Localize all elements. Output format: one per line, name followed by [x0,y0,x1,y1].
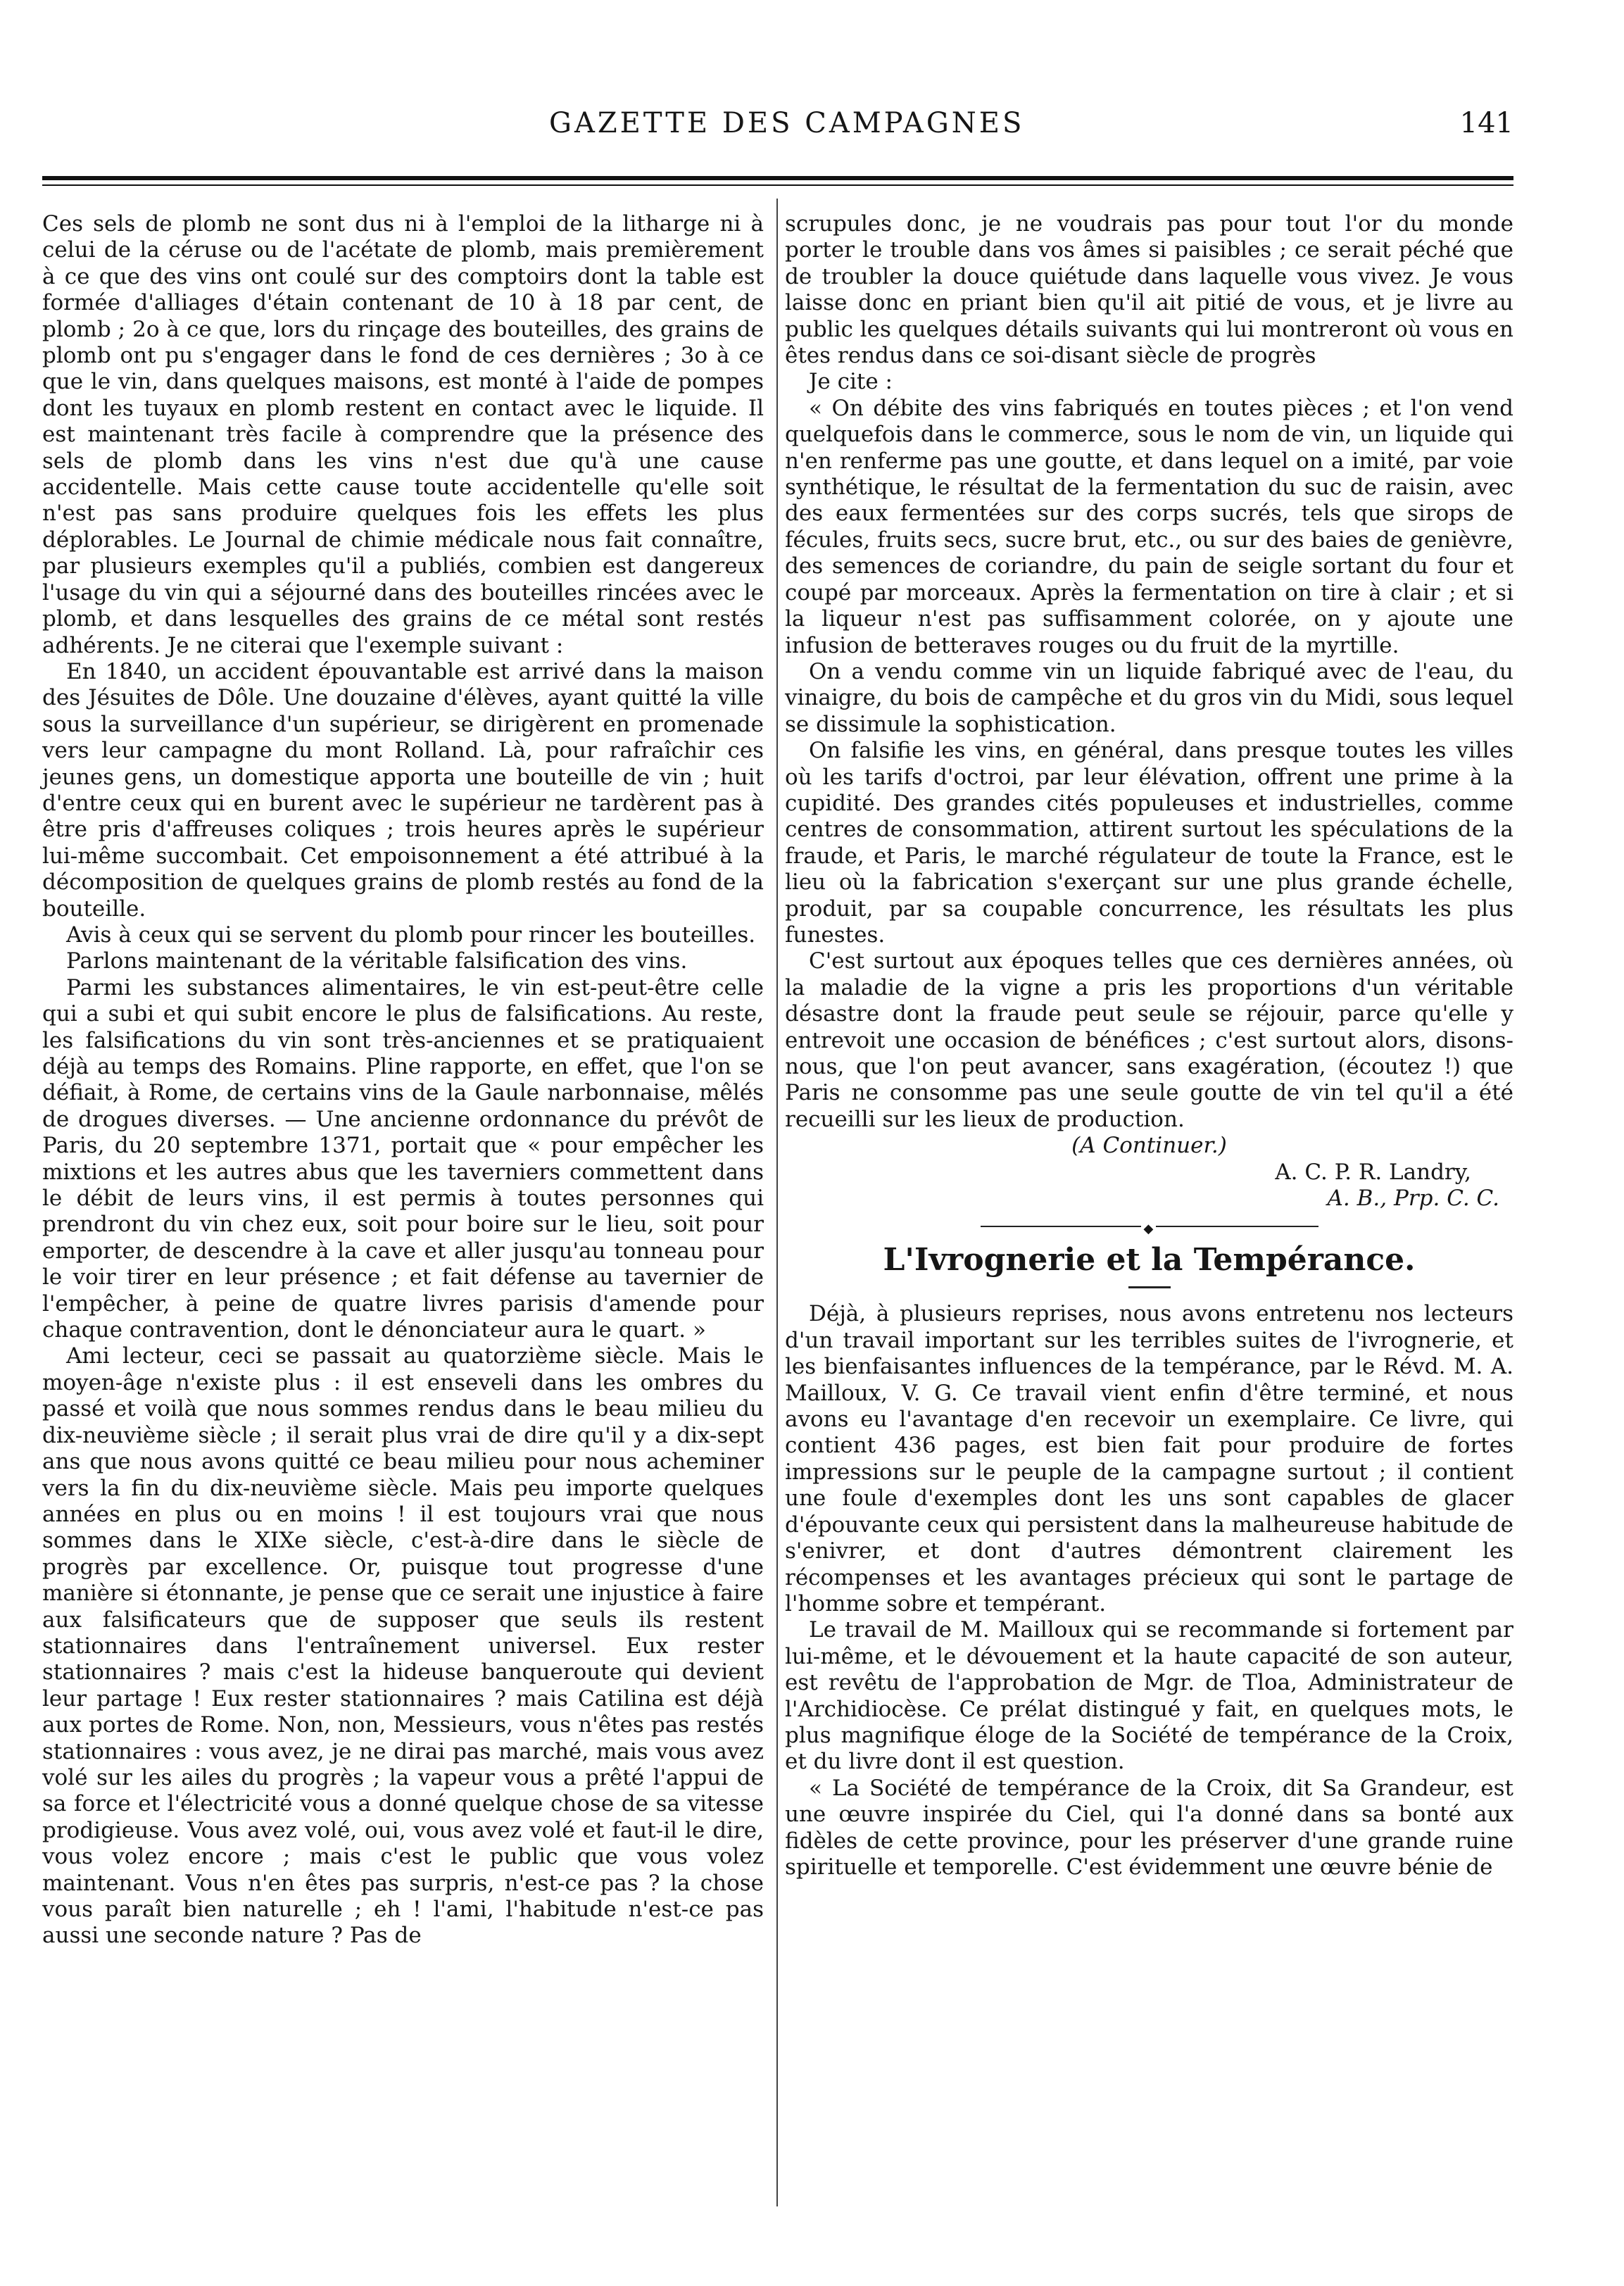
paragraph: En 1840, un accident épouvantable est arrivé dans la maison des Jésuites de Dôle. Une douzaine d'élèves, ayant quitté la ville sous la surveillance d'un supérieur, se dirigèrent en promenade vers leur campagne du mont Rolland. Là, pour rafraîchir ces jeunes gens, un domestique apporta une bouteille de vin ; huit d'entre ceux qui en burent avec le supérieur ne tardèrent pas à être pris d'affreuses coliques ; trois heures après le supérieur lui-même succombait. Cet empoisonnement a été attribué à la décomposition de quelques grains de plomb restés au fond de la bouteille. [42,658,764,922]
title-dash [1128,1286,1171,1288]
ornamental-divider [981,1226,1318,1227]
paragraph: On a vendu comme vin un liquide fabriqué avec de l'eau, du vinaigre, du bois de campêche et du gros vin du Midi, sous lequel se dissimule la sophistication. [785,658,1513,737]
paragraph: C'est surtout aux époques telles que ces dernières années, où la maladie de la vigne a pris les proportions d'un véritable désastre dont la fraude peut seule se réjouir, parce qu'elle y entrevoit une occasion de bénéfices ; c'est surtout alors, disons-nous, que l'on peut avancer, sans exagération, (écoutez !) que Paris ne consomme pas une seule goutte de vin tel qu'il a été recueilli sur les lieux de production. [785,948,1513,1132]
continuation-note: (A Continuer.) [1071,1133,1227,1159]
paragraph: On falsifie les vins, en général, dans presque toutes les villes où les tarifs d'octroi, par leur élévation, offrent une prime à la cupidité. Des grandes cités populeuses et industrielles, comme centres de consommation, attirent surtout les spéculations de la fraude, et Paris, le marché régulateur de toute la France, est le lieu où la fabrication s'exerçant sur une plus grande échelle, produit, par sa coupable concurrence, les résultats les plus funestes. [785,738,1513,948]
paragraph: Je cite : [809,369,893,395]
paragraph: Parlons maintenant de la véritable falsification des vins. [66,948,688,974]
header-rule-thin [42,184,1513,186]
signature-rank: A. B., Prp. C. C. [1327,1186,1499,1212]
paragraph: « On débite des vins fabriqués en toutes pièces ; et l'on vend quelquefois dans le commerce, sous le nom de vin, un liquide qui n'en renferme pas une goutte, et dans lequel on a imité, par voie synthétique, le résultat de la fermentation du suc de raisin, avec des eaux fermentées sur des corps sucrés, tels que sirops de fécules, fruits secs, sucre brut, etc., ou sur des baies de genièvre, des semences de coriandre, du pain de seigle sortant du four et coupé par morceaux. Après la fermentation on tire à clair ; et si la liqueur n'est pas suffisamment colorée, on y ajoute une infusion de betteraves rouges ou du fruit de la myrtille. [785,395,1513,658]
signature-name: A. C. P. R. Landry, [1275,1159,1471,1185]
page-header [42,107,1513,156]
column-divider [776,199,778,2206]
left-column [42,211,764,1949]
right-column [785,211,1513,1880]
paragraph: « La Société de tempérance de la Croix, dit Sa Grandeur, est une œuvre inspirée du Ciel, qui l'a donné dans sa bonté aux fidèles de cette province, pour les préserver d'une grande ruine spirituelle et temporelle. C'est évidemment une œuvre bénie de [785,1775,1513,1880]
paragraph: Parmi les substances alimentaires, le vin est-peut-être celle qui a subi et qui subit encore le plus de falsifications. Au reste, les falsifications du vin sont très-anciennes et se pratiquaient déjà au temps des Romains. Pline rapporte, en effet, que l'on se défiait, à Rome, de certains vins de la Gaule narbonnaise, mêlés de drogues diverses. — Une ancienne ordonnance du prévôt de Paris, du 20 septembre 1371, portait que « pour empêcher les mixtions et les autres abus que les taverniers commettent dans le débit de leurs vins, il est permis à toutes personnes qui prendront du vin chez eux, soit pour boire sur le lieu, soit pour emporter, de descendre à la cave et aller jusqu'au tonneau pour le voir tirer en leur présence ; et fait défense au tavernier de l'empêcher, à peine de quatre livres parisis d'amende pour chaque contravention, dont le dénonciateur aura le quart. » [42,974,764,1343]
section-title: L'Ivrognerie et la Tempérance. [883,1242,1416,1279]
paragraph: Ces sels de plomb ne sont dus ni à l'emploi de la litharge ni à celui de la céruse ou de l'acétate de plomb, mais premièrement à ce que des vins ont coulé sur des comptoirs dont la table est formée d'alliages d'étain contenant de 10 à 18 par cent, de plomb ; 2o à ce que, lors du rinçage des bouteilles, des grains de plomb ont pu s'engager dans le fond de ces dernières ; 3o à ce que le vin, dans quelques maisons, est monté à l'aide de pompes dont les tuyaux en plomb restent en contact avec le liquide. Il est maintenant très facile à comprendre que la présence des sels de plomb dans les vins n'est due qu'à une cause accidentelle. Mais cette cause toute accidentelle qu'elle soit n'est pas sans produire quelques fois les effets les plus déplorables. Le Journal de chimie médicale nous fait connaître, par plusieurs exemples qu'il a publiés, combien est dangereux l'usage du vin qui a séjourné dans des bouteilles rincées avec le plomb, et dans lesquelles des grains de ce métal sont restés adhérents. Je ne citerai que l'exemple suivant : [42,211,764,658]
paragraph: Déjà, à plusieurs reprises, nous avons entretenu nos lecteurs d'un travail important sur les terribles suites de l'ivrognerie, et les bienfaisantes influences de la tempérance, par le Révd. M. A. Mailloux, V. G. Ce travail vient enfin d'être terminé, et nous avons eu l'avantage d'en recevoir un exemplaire. Ce livre, qui contient 436 pages, est bien fait pour produire de fortes impressions sur le peuple de la campagne surtout ; il contient une foule d'exemples dont les uns sont capables de glacer d'épouvante ceux qui persistent dans la malheureuse habitude de s'enivrer, et dont d'autres démontrent clairement les récompenses et les avantages précieux qui sont le partage de l'homme sobre et tempérant. [785,1301,1513,1616]
paragraph: Avis à ceux qui se servent du plomb pour rincer les bouteilles. [66,922,756,948]
running-title: GAZETTE DES CAMPAGNES [549,107,1025,139]
header-rule-thick [42,176,1513,180]
paragraph: scrupules donc, je ne voudrais pas pour tout l'or du monde porter le trouble dans vos âmes si paisibles ; ce serait péché que de troubler la douce quiétude dans laquelle vous vivez. Je vous laisse donc en priant bien qu'il ait pitié de vous, et je livre au public les quelques détails suivants qui lui montreront où vous en êtes rendus dans ce soi-disant siècle de progrès [785,211,1513,369]
paragraph: Le travail de M. Mailloux qui se recommande si fortement par lui-même, et le dévouement et la haute capacité de son auteur, est revêtu de l'approbation de Mgr. de Tloa, Administrateur de l'Archidiocèse. Ce prélat distingué y fait, en quelques mots, le plus magnifique éloge de la Société de tempérance de la Croix, et du livre dont il est question. [785,1617,1513,1775]
page-number: 141 [1459,107,1513,139]
paragraph: Ami lecteur, ceci se passait au quatorzième siècle. Mais le moyen-âge n'existe plus : il est enseveli dans les ombres du passé et voilà que nous sommes rendus dans le beau milieu du dix-neuvième siècle ; il serait plus vrai de dire qu'il y a dix-sept ans que nous avons quitté ce beau milieu pour nous acheminer vers la fin du dix-neuvième siècle. Mais peu importe quelques années en plus ou en moins ! il est toujours vrai que nous sommes dans le XIXe siècle, c'est-à-dire dans le siècle de progrès par excellence. Or, puisque tout progresse d'une manière si étonnante, je pense que ce serait une injustice à faire aux falsificateurs que de supposer que seuls ils restent stationnaires dans l'entraînement universel. Eux rester stationnaires ? mais c'est la hideuse banqueroute qui devient leur partage ! Eux rester stationnaires ? mais Catilina est déjà aux portes de Rome. Non, non, Messieurs, vous n'êtes pas restés stationnaires : vous avez, je ne dirai pas marché, mais vous avez volé sur les ailes du progrès ; la vapeur vous a prêté l'appui de sa force et l'électricité vous a donné quelque chose de sa vitesse prodigieuse. Vous avez volé, oui, vous avez volé et faut-il le dire, vous volez encore ; mais c'est le public que vous volez maintenant. Vous n'en êtes pas surpris, n'est-ce pas ? la chose vous paraît bien naturelle ; eh ! l'ami, l'habitude n'est-ce pas aussi une seconde nature ? Pas de [42,1343,764,1949]
